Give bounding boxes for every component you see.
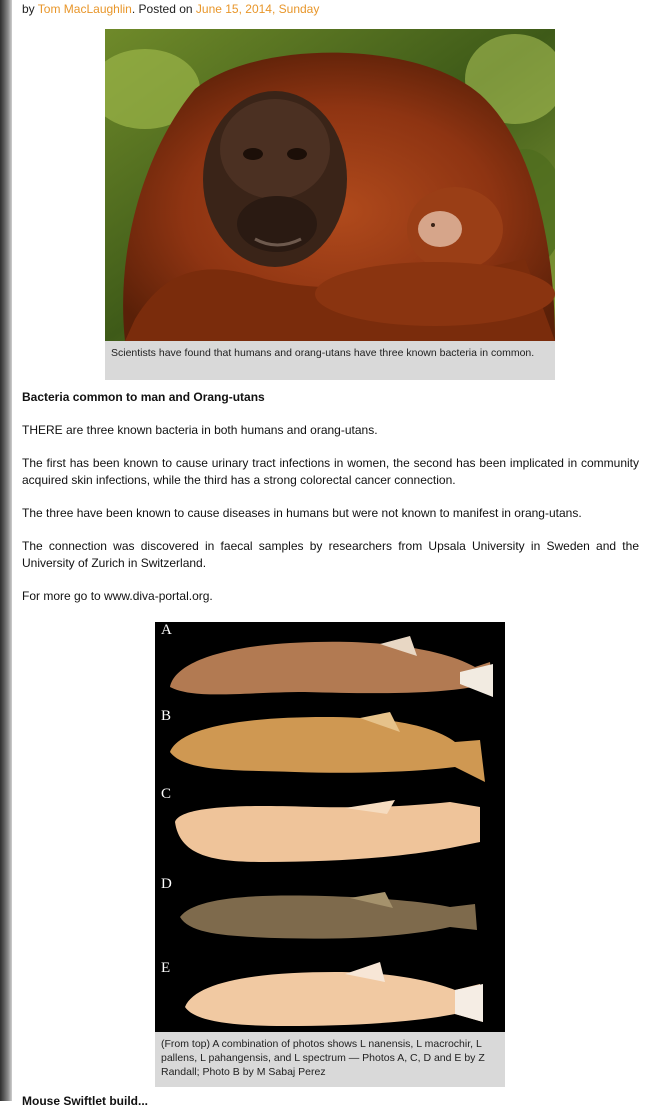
fish-figure xyxy=(155,622,505,1087)
author-link[interactable]: Tom MacLaughlin xyxy=(37,2,132,16)
article-paragraph: THERE are three known bacteria in both humans and orang-utans. xyxy=(22,423,378,437)
article-paragraph: The first has been known to cause urinary tract infections in women, the second has been implicated in community acquired skin infections, while the third has a strong colorectal cancer connection. xyxy=(22,456,639,487)
panel-label-d: D xyxy=(161,876,172,892)
orangutan-figure xyxy=(105,29,555,380)
panel-label-b: B xyxy=(161,708,172,724)
next-article-heading[interactable]: Mouse Swiftlet build... xyxy=(22,1094,148,1108)
panel-label-a: A xyxy=(161,622,172,638)
left-edge-bar xyxy=(0,0,12,1101)
article-paragraph: The three have been known to cause diseases in humans but were not known to manifest in orang-utans. xyxy=(22,506,582,520)
fish-photo-grid xyxy=(155,622,505,1032)
figure2-caption: (From top) A combination of photos shows L nanensis, L macrochir, L pallens, L pahangensis, and L spectrum — Photos A, C, D and E by Z Randall; Photo B by M Sabaj Perez xyxy=(161,1038,485,1078)
byline-prefix: by xyxy=(22,2,38,16)
date-link[interactable]: June 15, 2014, Sunday xyxy=(195,2,320,16)
article-paragraph: For more go to www.diva-portal.org. xyxy=(22,589,213,603)
article-body xyxy=(22,389,639,621)
panel-label-c: C xyxy=(161,786,172,802)
panel-label-e: E xyxy=(161,960,171,976)
byline xyxy=(22,2,319,16)
article-paragraph: The connection was discovered in faecal samples by researchers from Upsala University in Sweden and the University of Zurich in Switzerland. xyxy=(22,539,639,570)
article-heading: Bacteria common to man and Orang-utans xyxy=(22,390,265,404)
orangutan-photo xyxy=(105,29,555,341)
figure1-caption: Scientists have found that humans and orang-utans have three known bacteria in common. xyxy=(111,347,535,359)
byline-posted-on: . Posted on xyxy=(131,2,196,16)
